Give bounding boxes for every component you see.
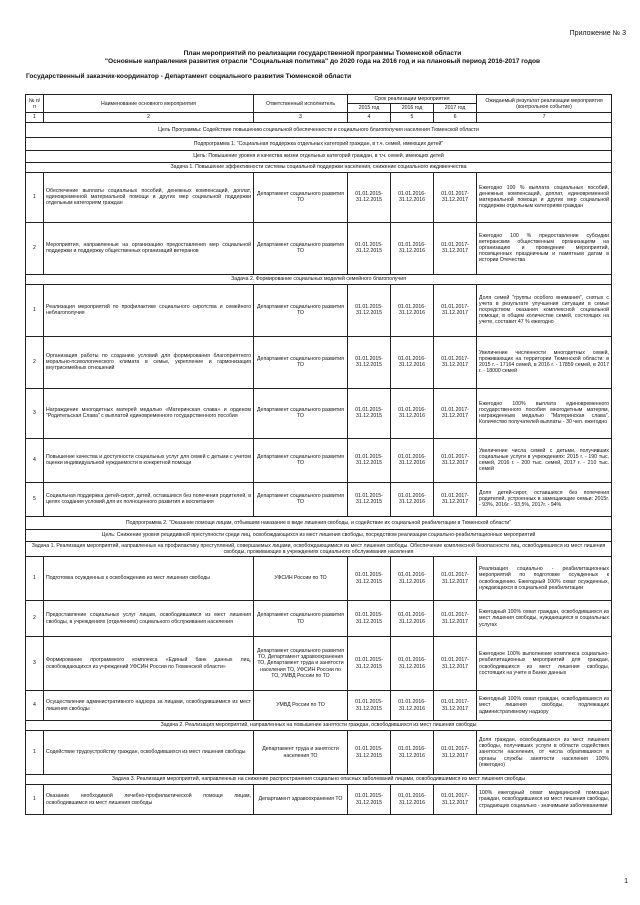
row-executor: Департамент социального развития ТО bbox=[254, 284, 348, 336]
subprogram-2-title: Подпрограмма 2. "Оказание помощи лицам, отбывшим наказание в виде лишения свободы, и содействие их социальной реабилитации в Тюменской области" bbox=[26, 516, 612, 529]
row-result: Увеличение числа семей с детьми, получивших социальные услуги в учреждениях: 2015 г. - 190 тыс. семей, 2016 г. - 200 тыс. семей, 2017 г. - 210 тыс. семей bbox=[477, 438, 612, 482]
row-executor: Департамент социального развития ТО bbox=[254, 222, 348, 274]
plan-table bbox=[25, 94, 612, 815]
page-number: 1 bbox=[624, 878, 628, 885]
row-name: Социальная поддержка детей-сирот, детей, оставшихся без попечения родителей, в целях создания условий для их полноценного развития и воспитания bbox=[44, 482, 254, 516]
row-period-2017: 01.01.2017-31.12.2017 bbox=[434, 482, 477, 516]
row-period-2015: 01.01.2015-31.12.2015 bbox=[348, 785, 391, 815]
subprogram-2-task-2: Задача 2. Реализация мероприятий, направленных на повышение занятости граждан, освободившихся из мест лишения свободы bbox=[26, 721, 612, 731]
row-period-2015: 01.01.2015-31.12.2015 bbox=[348, 601, 391, 637]
row-num: 3 bbox=[26, 637, 44, 691]
row-name: Награждение многодетных матерей медалью «Материнская слава» и орденом "Родительская Слава" с выплатой единовременного государственного пособия bbox=[44, 388, 254, 438]
subprogram-1-goal: Цель: Повышение уровня и качества жизни отдельных категорий граждан, в т.ч. семей, имеющих детей bbox=[26, 150, 612, 162]
row-period-2015: 01.01.2015-31.12.2015 bbox=[348, 388, 391, 438]
row-executor: Департамент социального развития ТО, Департамент здравоохранения ТО, Департамент труда и занятости населения ТО, УФСИН России по ТО, УМВД России по ТО bbox=[254, 637, 348, 691]
row-period-2017: 01.01.2017-31.12.2017 bbox=[434, 731, 477, 775]
appendix-label: Приложение № 3 bbox=[569, 30, 626, 37]
title-line-1: План мероприятий по реализации государственной программы Тюменской области bbox=[183, 50, 462, 57]
title-line-2: "Основные направления развития отрасли "Социальная политика" до 2020 года на 2016 год и на плановый период 2016-2017 годов bbox=[104, 58, 541, 65]
row-result: Реализация социально - реабилитационных мероприятий по подготовке осужденных к освобождению. Ежегодный 100% охват осужденных, нуждающихся в социальной реабилитации bbox=[477, 557, 612, 601]
table-row bbox=[26, 482, 612, 516]
header-executor: Ответственный исполнитель bbox=[254, 95, 348, 113]
table-header bbox=[26, 95, 612, 123]
row-name: Обеспечение выплаты социальных пособий, денежных компенсаций, доплат, единовременной материальной помощи и других мер социальной поддержки отдельным категориям граждан bbox=[44, 172, 254, 222]
header-result: Ожидаемый результат реализации мероприятия (контрольное событие) bbox=[477, 95, 612, 113]
header-period: Срок реализации мероприятия bbox=[348, 95, 477, 104]
table-row bbox=[26, 438, 612, 482]
header-2015: 2015 год bbox=[348, 104, 391, 113]
row-period-2016: 01.01.2016-31.12.2016 bbox=[391, 785, 434, 815]
row-period-2015: 01.01.2015-31.12.2015 bbox=[348, 222, 391, 274]
row-name: Мероприятия, направленные на организацию предоставления мер социальной поддержки и поддержку общественных организаций ветеранов bbox=[44, 222, 254, 274]
row-name: Организация работы по созданию условий для формирования благоприятного морально-психологического климата в семье, укрепление и гармонизация внутрисемейных отношений bbox=[44, 336, 254, 388]
row-num: 2 bbox=[26, 336, 44, 388]
row-result: Ежегодный 100% охват граждан, освободившихся из мест лишения свободы, подлежащих административному надзору bbox=[477, 691, 612, 721]
col-num-5: 5 bbox=[391, 113, 434, 122]
row-num: 1 bbox=[26, 557, 44, 601]
row-period-2015: 01.01.2015-31.12.2015 bbox=[348, 336, 391, 388]
row-period-2015: 01.01.2015-31.12.2015 bbox=[348, 731, 391, 775]
col-num-1: 1 bbox=[26, 113, 44, 122]
header-2016: 2016 год bbox=[391, 104, 434, 113]
row-num: 5 bbox=[26, 482, 44, 516]
row-executor: УМВД России по ТО bbox=[254, 691, 348, 721]
subprogram-2-task-3: Задача 3. Реализация мероприятий, направленных на снижение распространения социально опасных заболеваний лицами, освободившимися из мест лишения свободы bbox=[26, 775, 612, 785]
row-period-2017: 01.01.2017-31.12.2017 bbox=[434, 601, 477, 637]
subprogram-1-task-2: Задача 2. Формирование социальных моделей семейного благополучия bbox=[26, 274, 612, 284]
row-result: Ежегодно 100% выплата единовременного государственного пособия многодетным матерям, награжденным медалью "Материнская слава". Количество получателей выплаты - 30 чел. ежегодно bbox=[477, 388, 612, 438]
table-row bbox=[26, 557, 612, 601]
row-executor: Департамент социального развития ТО bbox=[254, 438, 348, 482]
header-name: Наименование основного мероприятия bbox=[44, 95, 254, 113]
table-row bbox=[26, 637, 612, 691]
subprogram-2-task-1: Задача 1. Реализация мероприятий, направленных на профилактику преступлений, совершаемых лицами, освобождающимися из мест лишения свободы. Обеспечение комплексной безопасности лиц, освободившихся из мест лишения свободы, проживающих в учреждениях социального обслуживания населения bbox=[26, 541, 612, 556]
subprogram-1-title: Подпрограмма 1. "Социальная поддержка отдельных категорий граждан, в т.ч. семей, имеющих детей" bbox=[26, 137, 612, 150]
row-num: 2 bbox=[26, 601, 44, 637]
coordinator-line: Государственный заказчик-координатор - Департамент социального развития Тюменской области bbox=[26, 73, 352, 80]
row-result: Ежегодный 100% охват граждан, освободившихся из мест лишения свободы, нуждающихся в социальных услугах bbox=[477, 601, 612, 637]
row-period-2015: 01.01.2015-31.12.2015 bbox=[348, 637, 391, 691]
row-period-2015: 01.01.2015-31.12.2015 bbox=[348, 284, 391, 336]
table-row bbox=[26, 388, 612, 438]
row-name: Оказание необходимой лечебно-профилактической помощи лицам, освободившимся из мест лишения свободы bbox=[44, 785, 254, 815]
subprogram-2-goal: Цель: Снижение уровня рецидивной преступности среди лиц, освобождающихся из мест лишения свободы, посредством реализации социально-реабилитационных мероприятий bbox=[26, 529, 612, 541]
row-num: 1 bbox=[26, 731, 44, 775]
row-period-2016: 01.01.2016-31.12.2016 bbox=[391, 557, 434, 601]
row-period-2016: 01.01.2016-31.12.2016 bbox=[391, 731, 434, 775]
row-result: Ежегодно 100 % предоставление субсидии ветеранским общественным организациям на организацию и проведение мероприятий, посвященных праздничным и памятным датам в истории Отечества bbox=[477, 222, 612, 274]
row-period-2017: 01.01.2017-31.12.2017 bbox=[434, 438, 477, 482]
row-name: Осуществление административного надзора за лицами, освободившимися из мест лишения свободы bbox=[44, 691, 254, 721]
row-period-2015: 01.01.2015-31.12.2015 bbox=[348, 691, 391, 721]
row-period-2016: 01.01.2016-31.12.2016 bbox=[391, 691, 434, 721]
row-period-2017: 01.01.2017-31.12.2017 bbox=[434, 557, 477, 601]
row-period-2016: 01.01.2016-31.12.2016 bbox=[391, 482, 434, 516]
row-num: 1 bbox=[26, 785, 44, 815]
document-title bbox=[30, 50, 615, 66]
row-name: Реализация мероприятий по профилактике социального сиротства и семейного неблагополучия bbox=[44, 284, 254, 336]
row-executor: Департамент здравоохранения ТО bbox=[254, 785, 348, 815]
table-row bbox=[26, 601, 612, 637]
table-row bbox=[26, 731, 612, 775]
col-num-3: 3 bbox=[254, 113, 348, 122]
table-row bbox=[26, 785, 612, 815]
table-row bbox=[26, 172, 612, 222]
header-num: № п/п bbox=[26, 95, 44, 113]
row-name: Повышение качества и доступности социальных услуг для семей с детьми с учетом оценки индивидуальной нуждаемости в конкретной помощи bbox=[44, 438, 254, 482]
row-period-2016: 01.01.2016-31.12.2016 bbox=[391, 637, 434, 691]
row-period-2016: 01.01.2016-31.12.2016 bbox=[391, 172, 434, 222]
row-result: Доля семей "группы особого внимания", снятых с учета в результате улучшения ситуации в семье посредством оказания комплексной социальной помощи, в общем количестве семей, состоящих на учете, составит 47 % ежегодно bbox=[477, 284, 612, 336]
row-period-2017: 01.01.2017-31.12.2017 bbox=[434, 172, 477, 222]
row-period-2017: 01.01.2017-31.12.2017 bbox=[434, 785, 477, 815]
row-period-2017: 01.01.2017-31.12.2017 bbox=[434, 388, 477, 438]
col-num-4: 4 bbox=[348, 113, 391, 122]
row-period-2017: 01.01.2017-31.12.2017 bbox=[434, 691, 477, 721]
row-num: 4 bbox=[26, 438, 44, 482]
row-executor: Департамент социального развития ТО bbox=[254, 336, 348, 388]
table-row bbox=[26, 284, 612, 336]
row-result: Доля граждан, освободившихся из мест лишения свободы, получивших услуги в области содействия занятости населения, от числа обратившихся в органы службы занятости населения 100% (ежегодно) bbox=[477, 731, 612, 775]
row-executor: УФСИН России по ТО bbox=[254, 557, 348, 601]
row-name: Содействие трудоустройству граждан, освободившихся из мест лишения свободы bbox=[44, 731, 254, 775]
row-executor: Департамент труда и занятости населения ТО bbox=[254, 731, 348, 775]
row-result: 100% ежегодный охват медицинской помощью граждан, освободившихся из мест лишения свободы, страдающих социально - значимыми заболеваниями bbox=[477, 785, 612, 815]
row-period-2016: 01.01.2016-31.12.2016 bbox=[391, 336, 434, 388]
row-executor: Департамент социального развития ТО bbox=[254, 388, 348, 438]
col-num-7: 7 bbox=[477, 113, 612, 122]
row-period-2016: 01.01.2016-31.12.2016 bbox=[391, 222, 434, 274]
row-name: Формирование программного комплекса «Единый банк данных лиц, освобождающихся из учреждений УФСИН России по Тюменской области» bbox=[44, 637, 254, 691]
row-period-2016: 01.01.2016-31.12.2016 bbox=[391, 284, 434, 336]
program-goal: Цель Программы: Содействие повышению социальной обеспеченности и социального благополучия населения Тюменской области bbox=[26, 122, 612, 137]
table-body bbox=[26, 122, 612, 814]
row-num: 4 bbox=[26, 691, 44, 721]
row-executor: Департамент социального развития ТО bbox=[254, 482, 348, 516]
row-period-2015: 01.01.2015-31.12.2015 bbox=[348, 172, 391, 222]
table-row bbox=[26, 336, 612, 388]
row-result: Увеличение численности многодетных семей, проживающих на территории Тюменской области: в 2015 г. - 17164 семей, в 2016 г. - 17859 семей, в 2017 г. - 18000 семей bbox=[477, 336, 612, 388]
subprogram-1-task-1: Задача 1. Повышение эффективности системы социальной поддержки населения, снижение социального иждивенчества bbox=[26, 162, 612, 172]
row-result: Ежегодно 100 % выплата социальных пособий, денежных компенсаций, доплат, единовременной материальной помощи и других мер социальной поддержки отдельным категориям граждан bbox=[477, 172, 612, 222]
col-num-6: 6 bbox=[434, 113, 477, 122]
row-period-2015: 01.01.2015-31.12.2015 bbox=[348, 438, 391, 482]
row-num: 1 bbox=[26, 172, 44, 222]
row-period-2017: 01.01.2017-31.12.2017 bbox=[434, 284, 477, 336]
col-num-2: 2 bbox=[44, 113, 254, 122]
row-num: 1 bbox=[26, 284, 44, 336]
row-period-2017: 01.01.2017-31.12.2017 bbox=[434, 222, 477, 274]
row-period-2017: 01.01.2017-31.12.2017 bbox=[434, 637, 477, 691]
row-period-2016: 01.01.2016-31.12.2016 bbox=[391, 601, 434, 637]
table-row bbox=[26, 222, 612, 274]
header-2017: 2017 год bbox=[434, 104, 477, 113]
row-name: Подготовка осужденных к освобождению из мест лишения свободы bbox=[44, 557, 254, 601]
row-period-2015: 01.01.2015-31.12.2015 bbox=[348, 557, 391, 601]
row-result: Ежегодное 100% выполнение комплекса социально-реабилитационных мероприятий для граждан, освободившихся из мест лишения свободы, состоящих на учете в Банке данных bbox=[477, 637, 612, 691]
row-period-2017: 01.01.2017-31.12.2017 bbox=[434, 336, 477, 388]
row-num: 2 bbox=[26, 222, 44, 274]
row-period-2016: 01.01.2016-31.12.2016 bbox=[391, 438, 434, 482]
row-result: Доля детей-сирот, оставшихся без попечения родителей, устроенных в замещающие семьи: 2015г. - 93%, 2016г. - 93,5%, 2017г. - 94% bbox=[477, 482, 612, 516]
row-executor: Департамент социального развития ТО bbox=[254, 172, 348, 222]
row-period-2016: 01.01.2016-31.12.2016 bbox=[391, 388, 434, 438]
row-executor: Департамент социального развития ТО bbox=[254, 601, 348, 637]
row-name: Предоставление социальных услуг лицам, освободившимся из мест лишения свободы, в учреждениях (отделениях) социального обслуживания населения bbox=[44, 601, 254, 637]
table-row bbox=[26, 691, 612, 721]
row-num: 3 bbox=[26, 388, 44, 438]
row-period-2015: 01.01.2015-31.12.2015 bbox=[348, 482, 391, 516]
